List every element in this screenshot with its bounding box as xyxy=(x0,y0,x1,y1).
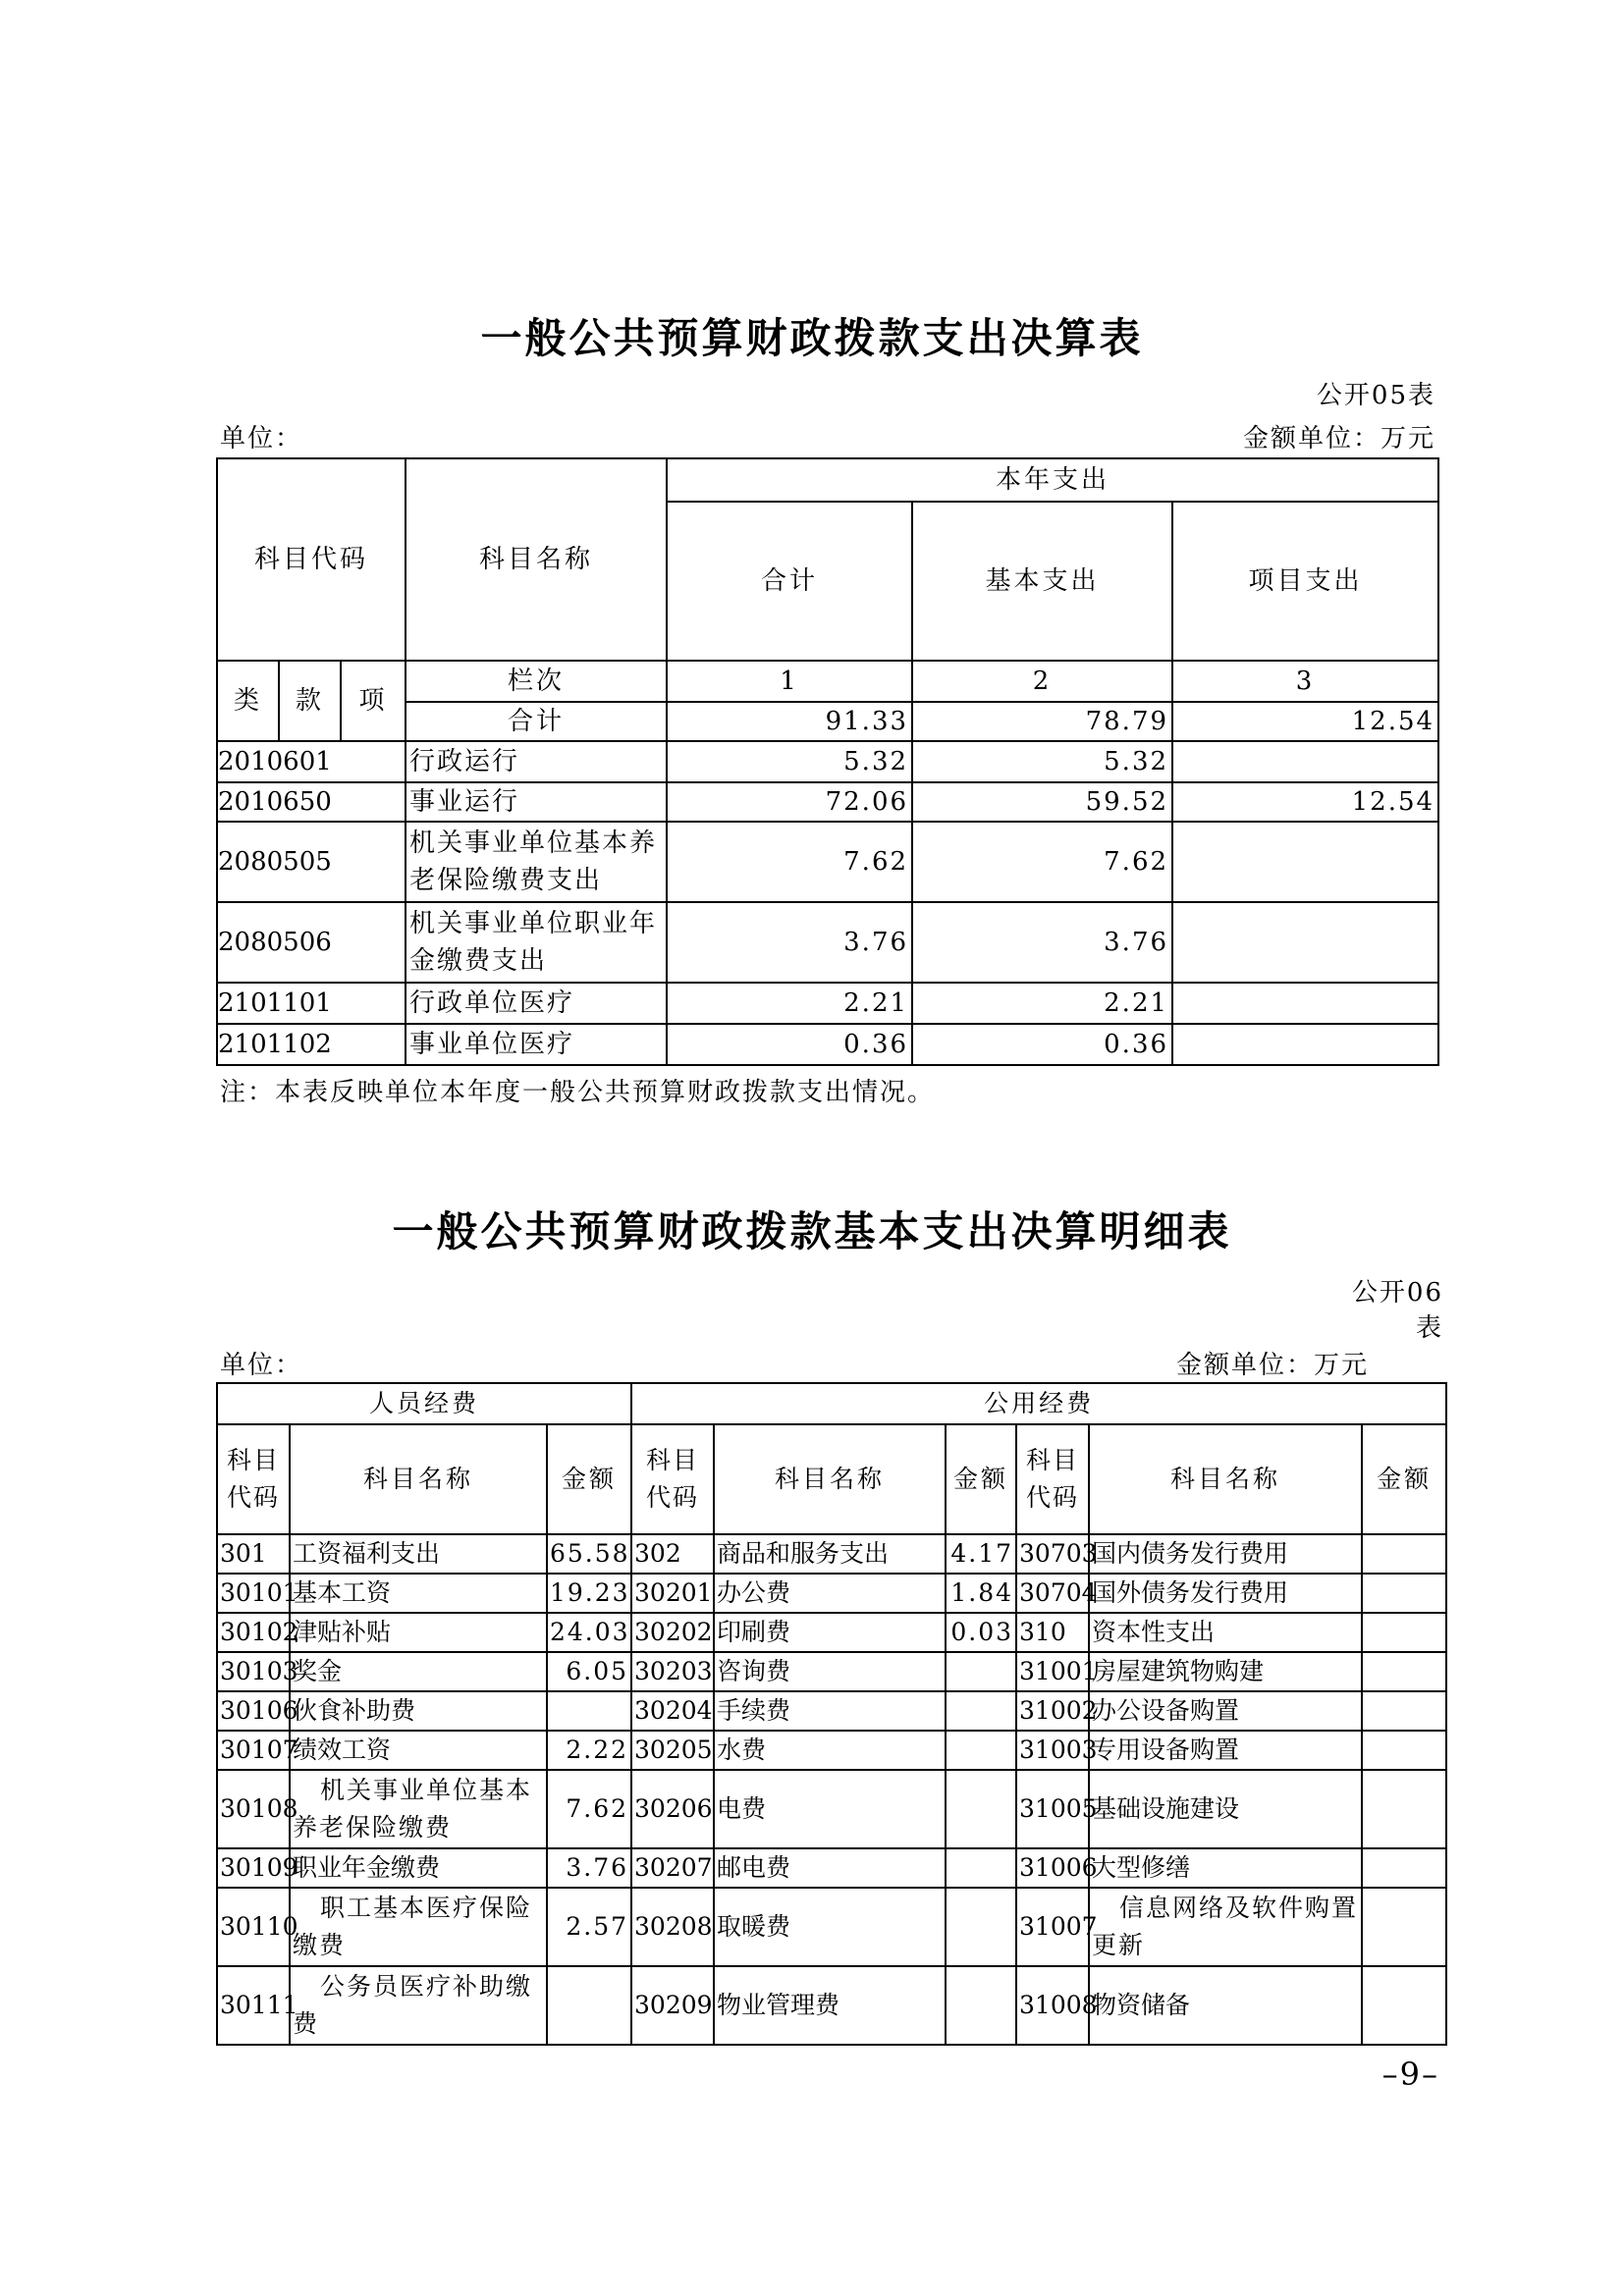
p-name: 伙食补助费 xyxy=(290,1691,547,1731)
g-name: 商品和服务支出 xyxy=(714,1534,946,1574)
g-code: 30202 xyxy=(631,1613,714,1652)
table1-form-no: 公开05表 xyxy=(1316,381,1435,410)
row-total: 5.32 xyxy=(667,741,912,782)
p-amount: 6.05 xyxy=(547,1652,631,1691)
p-amount: 7.62 xyxy=(547,1770,631,1848)
header-kuan: 款 xyxy=(279,661,341,741)
table-row xyxy=(217,782,1438,822)
g-name: 印刷费 xyxy=(714,1613,946,1652)
table-row xyxy=(217,983,1438,1024)
row-code: 2080505 xyxy=(217,822,406,902)
c-code: 31007 xyxy=(1016,1888,1089,1966)
p-name: 奖金 xyxy=(290,1652,547,1691)
row-total: 72.06 xyxy=(667,782,912,822)
p-amount: 65.58 xyxy=(547,1534,631,1574)
header-name-3: 科目名称 xyxy=(1089,1424,1362,1534)
c-amount xyxy=(1362,1731,1446,1770)
row-project xyxy=(1172,983,1438,1024)
row-name: 行政单位医疗 xyxy=(406,983,667,1024)
c-amount xyxy=(1362,1534,1446,1574)
p-amount: 24.03 xyxy=(547,1613,631,1652)
table-row xyxy=(217,1888,1446,1966)
header-code-2: 科目代码 xyxy=(631,1424,714,1534)
row-project xyxy=(1172,741,1438,782)
row-code: 2101101 xyxy=(217,983,406,1024)
p-name: 机关事业单位基本养老保险缴费 xyxy=(290,1770,547,1848)
table2-form-no-line1: 公开06 xyxy=(1351,1278,1443,1308)
table2-form-no-line2: 表 xyxy=(1415,1313,1443,1343)
table2-unit-label: 单位： xyxy=(220,1351,303,1380)
g-code: 30204 xyxy=(631,1691,714,1731)
header-amount-1: 金额 xyxy=(547,1424,631,1534)
g-amount: 0.03 xyxy=(946,1613,1016,1652)
table-row xyxy=(217,1848,1446,1888)
table-row xyxy=(217,1691,1446,1731)
p-code: 30106 xyxy=(217,1691,290,1731)
row-code: 2010650 xyxy=(217,782,406,822)
g-name: 物业管理费 xyxy=(714,1966,946,2045)
g-name: 咨询费 xyxy=(714,1652,946,1691)
c-code: 31002 xyxy=(1016,1691,1089,1731)
c-code: 30703 xyxy=(1016,1534,1089,1574)
g-name: 手续费 xyxy=(714,1691,946,1731)
c-name: 信息网络及软件购置更新 xyxy=(1089,1888,1362,1966)
row-name: 事业运行 xyxy=(406,782,667,822)
p-code: 30107 xyxy=(217,1731,290,1770)
table-row xyxy=(217,1652,1446,1691)
row-name: 事业单位医疗 xyxy=(406,1024,667,1065)
p-name: 公务员医疗补助缴费 xyxy=(290,1966,547,2045)
header-group: 本年支出 xyxy=(667,458,1438,502)
header-code-1: 科目代码 xyxy=(217,1424,290,1534)
header-col-label: 栏次 xyxy=(406,661,667,702)
header-personnel: 人员经费 xyxy=(217,1383,631,1424)
sum-label: 合计 xyxy=(406,702,667,741)
g-name: 水费 xyxy=(714,1731,946,1770)
p-amount: 2.22 xyxy=(547,1731,631,1770)
g-code: 30203 xyxy=(631,1652,714,1691)
p-code: 30102 xyxy=(217,1613,290,1652)
sum-project: 12.54 xyxy=(1172,702,1438,741)
c-code: 31008 xyxy=(1016,1966,1089,2045)
c-code: 30704 xyxy=(1016,1574,1089,1613)
p-code: 30110 xyxy=(217,1888,290,1966)
p-name: 工资福利支出 xyxy=(290,1534,547,1574)
row-basic: 59.52 xyxy=(912,782,1172,822)
table-row xyxy=(217,741,1438,782)
p-amount: 2.57 xyxy=(547,1888,631,1966)
p-code: 30111 xyxy=(217,1966,290,2045)
g-amount: 1.84 xyxy=(946,1574,1016,1613)
header-name-2: 科目名称 xyxy=(714,1424,946,1534)
table-row xyxy=(217,1966,1446,2045)
header-col2: 2 xyxy=(912,661,1172,702)
header-code: 科目代码 xyxy=(217,458,406,661)
g-name: 办公费 xyxy=(714,1574,946,1613)
row-total: 2.21 xyxy=(667,983,912,1024)
c-code: 31001 xyxy=(1016,1652,1089,1691)
g-amount xyxy=(946,1770,1016,1848)
c-amount xyxy=(1362,1613,1446,1652)
p-code: 30108 xyxy=(217,1770,290,1848)
g-amount xyxy=(946,1966,1016,2045)
header-basic: 基本支出 xyxy=(912,502,1172,661)
table-row xyxy=(217,902,1438,983)
c-amount xyxy=(1362,1888,1446,1966)
row-basic: 5.32 xyxy=(912,741,1172,782)
g-code: 302 xyxy=(631,1534,714,1574)
c-amount xyxy=(1362,1652,1446,1691)
table-row xyxy=(217,1024,1438,1065)
header-project: 项目支出 xyxy=(1172,502,1438,661)
p-name: 职工基本医疗保险缴费 xyxy=(290,1888,547,1966)
g-code: 30209 xyxy=(631,1966,714,2045)
table1-unit-label: 单位： xyxy=(220,424,303,454)
header-xiang: 项 xyxy=(341,661,406,741)
table2-amount-unit: 金额单位：万元 xyxy=(1175,1351,1369,1380)
g-amount xyxy=(946,1652,1016,1691)
c-name: 资本性支出 xyxy=(1089,1613,1362,1652)
row-project xyxy=(1172,902,1438,983)
header-name: 科目名称 xyxy=(406,458,667,661)
p-name: 基本工资 xyxy=(290,1574,547,1613)
c-code: 31005 xyxy=(1016,1770,1089,1848)
p-amount xyxy=(547,1691,631,1731)
g-code: 30205 xyxy=(631,1731,714,1770)
page-number: –9– xyxy=(1381,2056,1439,2093)
g-name: 取暖费 xyxy=(714,1888,946,1966)
table-row xyxy=(217,1534,1446,1574)
p-code: 30103 xyxy=(217,1652,290,1691)
c-amount xyxy=(1362,1848,1446,1888)
c-name: 大型修缮 xyxy=(1089,1848,1362,1888)
table1-title: 一般公共预算财政拨款支出决算表 xyxy=(480,314,1144,362)
g-amount xyxy=(946,1691,1016,1731)
c-code: 310 xyxy=(1016,1613,1089,1652)
row-name: 机关事业单位基本养老保险缴费支出 xyxy=(406,822,667,902)
row-project xyxy=(1172,822,1438,902)
table2-title: 一般公共预算财政拨款基本支出决算明细表 xyxy=(392,1207,1232,1255)
table-row xyxy=(217,822,1438,902)
table-row xyxy=(217,1574,1446,1613)
row-basic: 0.36 xyxy=(912,1024,1172,1065)
c-name: 专用设备购置 xyxy=(1089,1731,1362,1770)
g-amount xyxy=(946,1731,1016,1770)
p-code: 30109 xyxy=(217,1848,290,1888)
row-basic: 2.21 xyxy=(912,983,1172,1024)
g-name: 邮电费 xyxy=(714,1848,946,1888)
c-code: 31003 xyxy=(1016,1731,1089,1770)
p-amount xyxy=(547,1966,631,2045)
row-total: 7.62 xyxy=(667,822,912,902)
row-name: 行政运行 xyxy=(406,741,667,782)
c-name: 物资储备 xyxy=(1089,1966,1362,2045)
p-code: 301 xyxy=(217,1534,290,1574)
table1-note: 注：本表反映单位本年度一般公共预算财政拨款支出情况。 xyxy=(220,1078,936,1107)
header-total: 合计 xyxy=(667,502,912,661)
table2 xyxy=(216,1382,1447,2046)
row-basic: 3.76 xyxy=(912,902,1172,983)
c-name: 基础设施建设 xyxy=(1089,1770,1362,1848)
g-code: 30207 xyxy=(631,1848,714,1888)
header-amount-2: 金额 xyxy=(946,1424,1016,1534)
header-name-1: 科目名称 xyxy=(290,1424,547,1534)
table-row xyxy=(217,1731,1446,1770)
c-name: 房屋建筑物购建 xyxy=(1089,1652,1362,1691)
row-total: 0.36 xyxy=(667,1024,912,1065)
sum-total: 91.33 xyxy=(667,702,912,741)
c-amount xyxy=(1362,1966,1446,2045)
header-lei: 类 xyxy=(217,661,279,741)
header-col1: 1 xyxy=(667,661,912,702)
g-name: 电费 xyxy=(714,1770,946,1848)
row-total: 3.76 xyxy=(667,902,912,983)
row-project xyxy=(1172,1024,1438,1065)
c-amount xyxy=(1362,1770,1446,1848)
p-code: 30101 xyxy=(217,1574,290,1613)
g-amount: 4.17 xyxy=(946,1534,1016,1574)
g-code: 30206 xyxy=(631,1770,714,1848)
table1 xyxy=(216,457,1439,1066)
table1-amount-unit: 金额单位：万元 xyxy=(1242,424,1435,454)
g-code: 30201 xyxy=(631,1574,714,1613)
g-amount xyxy=(946,1888,1016,1966)
header-col3: 3 xyxy=(1172,661,1438,702)
table-row xyxy=(217,1613,1446,1652)
p-amount: 19.23 xyxy=(547,1574,631,1613)
header-public: 公用经费 xyxy=(631,1383,1446,1424)
row-code: 2101102 xyxy=(217,1024,406,1065)
row-project: 12.54 xyxy=(1172,782,1438,822)
row-code: 2080506 xyxy=(217,902,406,983)
header-code-3: 科目代码 xyxy=(1016,1424,1089,1534)
row-name: 机关事业单位职业年金缴费支出 xyxy=(406,902,667,983)
c-amount xyxy=(1362,1691,1446,1731)
g-amount xyxy=(946,1848,1016,1888)
header-amount-3: 金额 xyxy=(1362,1424,1446,1534)
p-name: 津贴补贴 xyxy=(290,1613,547,1652)
sum-basic: 78.79 xyxy=(912,702,1172,741)
c-name: 办公设备购置 xyxy=(1089,1691,1362,1731)
p-name: 绩效工资 xyxy=(290,1731,547,1770)
table-row xyxy=(217,1770,1446,1848)
c-name: 国内债务发行费用 xyxy=(1089,1534,1362,1574)
c-amount xyxy=(1362,1574,1446,1613)
c-code: 31006 xyxy=(1016,1848,1089,1888)
g-code: 30208 xyxy=(631,1888,714,1966)
p-amount: 3.76 xyxy=(547,1848,631,1888)
row-basic: 7.62 xyxy=(912,822,1172,902)
c-name: 国外债务发行费用 xyxy=(1089,1574,1362,1613)
p-name: 职业年金缴费 xyxy=(290,1848,547,1888)
row-code: 2010601 xyxy=(217,741,406,782)
